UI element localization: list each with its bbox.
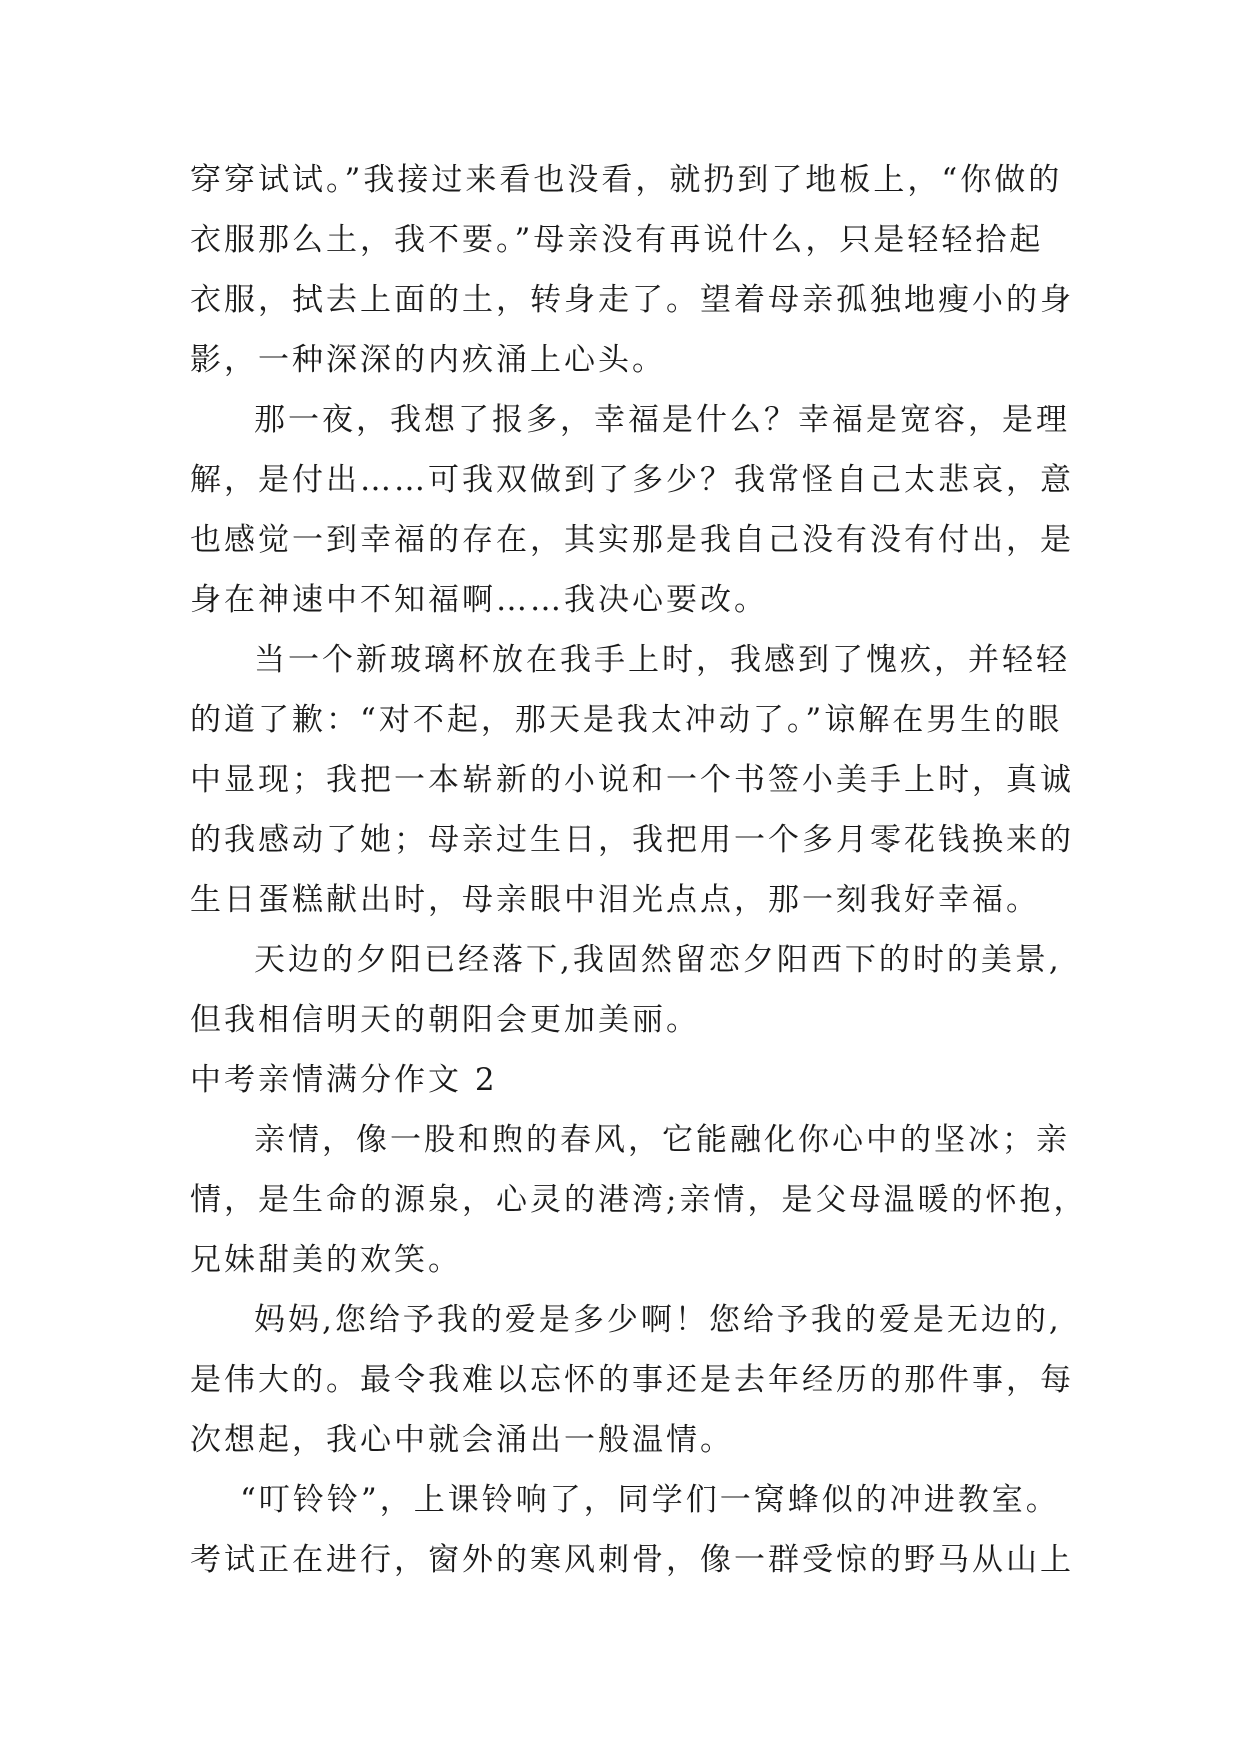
text-line: 也感觉一到幸福的存在，其实那是我自己没有没有付出，是 xyxy=(190,522,1074,558)
text-line: 衣服，拭去上面的土，转身走了。望着母亲孤独地瘦小的身 xyxy=(190,282,1074,318)
text-line: 是伟大的。最令我难以忘怀的事还是去年经历的那件事，每 xyxy=(190,1362,1074,1398)
text-line: 的我感动了她；母亲过生日，我把用一个多月零花钱换来的 xyxy=(190,822,1074,858)
paragraph-start-line: 那一夜，我想了报多，幸福是什么？幸福是宽容，是理 xyxy=(254,402,1070,438)
text-line: 但我相信明天的朝阳会更加美丽。 xyxy=(190,1002,700,1038)
paragraph-start-line: 天边的夕阳已经落下,我固然留恋夕阳西下的时的美景, xyxy=(254,942,1062,978)
text-line: 的道了歉：“对不起，那天是我太冲动了。”谅解在男生的眼 xyxy=(190,702,1063,738)
text-line: 穿穿试试。”我接过来看也没看，就扔到了地板上，“你做的 xyxy=(190,162,1063,198)
text-line: 情，是生命的源泉，心灵的港湾;亲情，是父母温暖的怀抱， xyxy=(190,1182,1088,1218)
text-line: 解，是付出……可我双做到了多少？我常怪自己太悲哀，意 xyxy=(190,462,1074,498)
paragraph-start-line: “叮铃铃”，上课铃响了，同学们一窝蜂似的冲进教室。 xyxy=(240,1482,1060,1518)
text-line: 衣服那么土，我不要。”母亲没有再说什么，只是轻轻拾起 xyxy=(190,222,1044,258)
section-heading: 中考亲情满分作文 2 xyxy=(190,1062,498,1098)
text-line: 考试正在进行，窗外的寒风刺骨，像一群受惊的野马从山上 xyxy=(190,1542,1074,1578)
text-line: 影，一种深深的内疚涌上心头。 xyxy=(190,342,666,378)
paragraph-start-line: 当一个新玻璃杯放在我手上时，我感到了愧疚，并轻轻 xyxy=(254,642,1070,678)
text-line: 兄妹甜美的欢笑。 xyxy=(190,1242,462,1278)
text-line: 中显现；我把一本崭新的小说和一个书签小美手上时，真诚 xyxy=(190,762,1074,798)
paragraph-start-line: 妈妈,您给予我的爱是多少啊！您给予我的爱是无边的, xyxy=(254,1302,1062,1338)
text-line: 次想起，我心中就会涌出一般温情。 xyxy=(190,1422,734,1458)
text-line: 身在神速中不知福啊……我决心要改。 xyxy=(190,582,768,618)
document-body xyxy=(190,150,1088,1590)
text-line: 生日蛋糕献出时，母亲眼中泪光点点，那一刻我好幸福。 xyxy=(190,882,1040,918)
paragraph-start-line: 亲情，像一股和煦的春风，它能融化你心中的坚冰；亲 xyxy=(254,1122,1070,1158)
